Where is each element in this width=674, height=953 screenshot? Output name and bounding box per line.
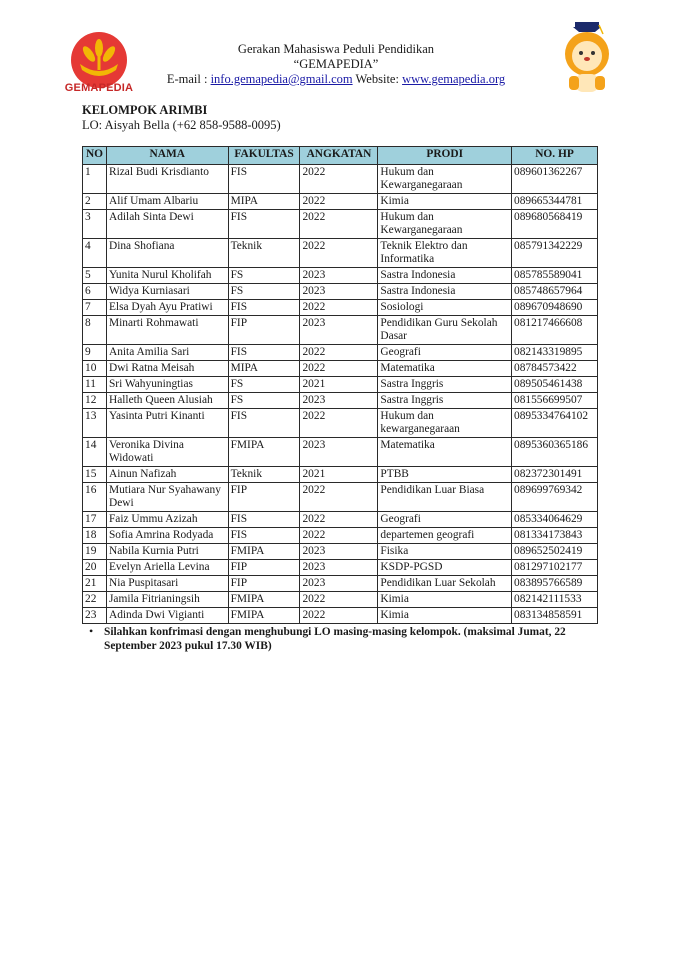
cell-fakultas: FIS xyxy=(228,165,300,194)
cell-no: 7 xyxy=(83,300,107,316)
cell-nama: Jamila Fitrianingsih xyxy=(106,592,228,608)
cell-prodi: Kimia xyxy=(378,194,512,210)
table-row xyxy=(83,345,598,361)
cell-angkatan: 2022 xyxy=(300,165,378,194)
header-angkatan: ANGKATAN xyxy=(300,147,378,165)
cell-prodi: Hukum dan Kewarganegaraan xyxy=(378,210,512,239)
cell-angkatan: 2022 xyxy=(300,345,378,361)
cell-prodi: Hukum dan Kewarganegaraan xyxy=(378,165,512,194)
cell-angkatan: 2023 xyxy=(300,544,378,560)
cell-no-hp: 089665344781 xyxy=(512,194,598,210)
table-row xyxy=(83,300,598,316)
cell-prodi: Sastra Inggris xyxy=(378,377,512,393)
cell-angkatan: 2023 xyxy=(300,268,378,284)
table-row xyxy=(83,409,598,438)
cell-nama: Evelyn Ariella Levina xyxy=(106,560,228,576)
cell-prodi: Hukum dan kewarganegaraan xyxy=(378,409,512,438)
cell-no: 15 xyxy=(83,467,107,483)
header-no: NO xyxy=(83,147,107,165)
table-row xyxy=(83,512,598,528)
cell-fakultas: FS xyxy=(228,268,300,284)
table-row xyxy=(83,560,598,576)
cell-no: 23 xyxy=(83,608,107,624)
cell-no-hp: 083134858591 xyxy=(512,608,598,624)
cell-no-hp: 0895360365186 xyxy=(512,438,598,467)
cell-no: 22 xyxy=(83,592,107,608)
table-row xyxy=(83,592,598,608)
table-row xyxy=(83,316,598,345)
cell-nama: Alif Umam Albariu xyxy=(106,194,228,210)
cell-nama: Elsa Dyah Ayu Pratiwi xyxy=(106,300,228,316)
cell-no: 16 xyxy=(83,483,107,512)
letterhead xyxy=(140,42,532,87)
cell-angkatan: 2023 xyxy=(300,560,378,576)
cell-nama: Dina Shofiana xyxy=(106,239,228,268)
cell-fakultas: FMIPA xyxy=(228,438,300,467)
table-row xyxy=(83,284,598,300)
group-title: KELOMPOK ARIMBI xyxy=(82,103,208,117)
cell-nama: Anita Amilia Sari xyxy=(106,345,228,361)
lion-mascot-icon xyxy=(555,20,619,96)
cell-no: 11 xyxy=(83,377,107,393)
header-nama: NAMA xyxy=(106,147,228,165)
cell-angkatan: 2021 xyxy=(300,467,378,483)
cell-no: 6 xyxy=(83,284,107,300)
table-row xyxy=(83,528,598,544)
cell-no-hp: 08784573422 xyxy=(512,361,598,377)
cell-fakultas: FMIPA xyxy=(228,592,300,608)
cell-no-hp: 081297102177 xyxy=(512,560,598,576)
cell-prodi: Sastra Inggris xyxy=(378,393,512,409)
table-row xyxy=(83,361,598,377)
cell-no: 10 xyxy=(83,361,107,377)
header-fakultas: FAKULTAS xyxy=(228,147,300,165)
cell-prodi: Geografi xyxy=(378,345,512,361)
cell-angkatan: 2022 xyxy=(300,409,378,438)
cell-nama: Yunita Nurul Kholifah xyxy=(106,268,228,284)
table-row xyxy=(83,377,598,393)
cell-fakultas: MIPA xyxy=(228,194,300,210)
cell-no-hp: 089670948690 xyxy=(512,300,598,316)
cell-nama: Mutiara Nur Syahawany Dewi xyxy=(106,483,228,512)
table-row xyxy=(83,576,598,592)
cell-fakultas: FIS xyxy=(228,300,300,316)
org-name: Gerakan Mahasiswa Peduli Pendidikan xyxy=(237,42,435,56)
cell-no-hp: 085334064629 xyxy=(512,512,598,528)
cell-prodi: Matematika xyxy=(378,361,512,377)
cell-fakultas: FS xyxy=(228,393,300,409)
cell-angkatan: 2022 xyxy=(300,608,378,624)
cell-angkatan: 2022 xyxy=(300,592,378,608)
cell-angkatan: 2023 xyxy=(300,316,378,345)
table-row xyxy=(83,210,598,239)
cell-nama: Sri Wahyuningtias xyxy=(106,377,228,393)
cell-no-hp: 082143319895 xyxy=(512,345,598,361)
cell-no: 21 xyxy=(83,576,107,592)
cell-prodi: PTBB xyxy=(378,467,512,483)
cell-no-hp: 085748657964 xyxy=(512,284,598,300)
cell-angkatan: 2022 xyxy=(300,528,378,544)
header-no-hp: NO. HP xyxy=(512,147,598,165)
cell-no-hp: 082142111533 xyxy=(512,592,598,608)
cell-prodi: Kimia xyxy=(378,592,512,608)
cell-angkatan: 2022 xyxy=(300,210,378,239)
cell-nama: Minarti Rohmawati xyxy=(106,316,228,345)
cell-no: 3 xyxy=(83,210,107,239)
cell-angkatan: 2022 xyxy=(300,483,378,512)
cell-fakultas: FS xyxy=(228,284,300,300)
cell-no-hp: 081217466608 xyxy=(512,316,598,345)
cell-no: 12 xyxy=(83,393,107,409)
cell-nama: Yasinta Putri Kinanti xyxy=(106,409,228,438)
cell-angkatan: 2022 xyxy=(300,361,378,377)
cell-no-hp: 089601362267 xyxy=(512,165,598,194)
liaison-officer: LO: Aisyah Bella (+62 858-9588-0095) xyxy=(82,118,281,132)
cell-nama: Veronika Divina Widowati xyxy=(106,438,228,467)
cell-no: 18 xyxy=(83,528,107,544)
cell-fakultas: FMIPA xyxy=(228,608,300,624)
table-row xyxy=(83,239,598,268)
cell-fakultas: FIP xyxy=(228,576,300,592)
cell-fakultas: FIS xyxy=(228,345,300,361)
cell-no-hp: 081334173843 xyxy=(512,528,598,544)
cell-angkatan: 2022 xyxy=(300,300,378,316)
cell-prodi: Fisika xyxy=(378,544,512,560)
cell-prodi: Pendidikan Luar Biasa xyxy=(378,483,512,512)
cell-prodi: Teknik Elektro dan Informatika xyxy=(378,239,512,268)
header-prodi: PRODI xyxy=(378,147,512,165)
confirmation-note: Silahkan konfrimasi dengan menghubungi LO masing-masing kelompok. (maksimal Jumat, 22 September 2023 pukul 17.30 WIB) xyxy=(104,626,566,652)
cell-no-hp: 085785589041 xyxy=(512,268,598,284)
table-row xyxy=(83,438,598,467)
cell-nama: Nabila Kurnia Putri xyxy=(106,544,228,560)
cell-angkatan: 2023 xyxy=(300,438,378,467)
cell-angkatan: 2021 xyxy=(300,377,378,393)
cell-fakultas: FIP xyxy=(228,316,300,345)
table-row xyxy=(83,467,598,483)
cell-fakultas: FIS xyxy=(228,409,300,438)
cell-nama: Sofia Amrina Rodyada xyxy=(106,528,228,544)
cell-no: 4 xyxy=(83,239,107,268)
cell-prodi: Geografi xyxy=(378,512,512,528)
cell-prodi: Pendidikan Guru Sekolah Dasar xyxy=(378,316,512,345)
cell-no-hp: 082372301491 xyxy=(512,467,598,483)
website-label: Website: xyxy=(352,72,403,86)
cell-fakultas: FMIPA xyxy=(228,544,300,560)
cell-nama: Ainun Nafizah xyxy=(106,467,228,483)
cell-fakultas: MIPA xyxy=(228,361,300,377)
cell-no-hp: 0895334764102 xyxy=(512,409,598,438)
table-row xyxy=(83,544,598,560)
cell-prodi: Kimia xyxy=(378,608,512,624)
cell-fakultas: FIP xyxy=(228,560,300,576)
cell-angkatan: 2023 xyxy=(300,393,378,409)
table-row xyxy=(83,483,598,512)
cell-no: 5 xyxy=(83,268,107,284)
table-row xyxy=(83,608,598,624)
cell-nama: Adilah Sinta Dewi xyxy=(106,210,228,239)
cell-fakultas: FS xyxy=(228,377,300,393)
cell-prodi: departemen geografi xyxy=(378,528,512,544)
note-bullet: • xyxy=(89,624,94,638)
cell-nama: Halleth Queen Alusiah xyxy=(106,393,228,409)
cell-no-hp: 089680568419 xyxy=(512,210,598,239)
cell-nama: Rizal Budi Krisdianto xyxy=(106,165,228,194)
logo-text: GEMAPEDIA xyxy=(64,82,134,94)
cell-fakultas: FIS xyxy=(228,512,300,528)
cell-no: 19 xyxy=(83,544,107,560)
cell-prodi: KSDP-PGSD xyxy=(378,560,512,576)
cell-no-hp: 085791342229 xyxy=(512,239,598,268)
cell-no: 14 xyxy=(83,438,107,467)
cell-angkatan: 2022 xyxy=(300,512,378,528)
cell-no-hp: 081556699507 xyxy=(512,393,598,409)
table-row xyxy=(83,393,598,409)
cell-no: 13 xyxy=(83,409,107,438)
cell-no: 1 xyxy=(83,165,107,194)
cell-prodi: Sosiologi xyxy=(378,300,512,316)
cell-angkatan: 2023 xyxy=(300,576,378,592)
cell-no: 17 xyxy=(83,512,107,528)
cell-no: 8 xyxy=(83,316,107,345)
table-row xyxy=(83,268,598,284)
cell-no-hp: 089505461438 xyxy=(512,377,598,393)
cell-nama: Adinda Dwi Vigianti xyxy=(106,608,228,624)
cell-fakultas: FIS xyxy=(228,210,300,239)
cell-prodi: Matematika xyxy=(378,438,512,467)
org-short-name: “GEMAPEDIA” xyxy=(293,57,379,71)
cell-nama: Widya Kurniasari xyxy=(106,284,228,300)
table-header-row xyxy=(83,147,598,165)
cell-no: 9 xyxy=(83,345,107,361)
table-body xyxy=(83,165,598,624)
cell-angkatan: 2022 xyxy=(300,194,378,210)
cell-prodi: Sastra Indonesia xyxy=(378,268,512,284)
cell-fakultas: FIS xyxy=(228,528,300,544)
email-link[interactable]: info.gemapedia@gmail.com xyxy=(210,72,353,86)
members-table xyxy=(82,146,598,624)
cell-no: 2 xyxy=(83,194,107,210)
cell-no: 20 xyxy=(83,560,107,576)
cell-prodi: Sastra Indonesia xyxy=(378,284,512,300)
cell-fakultas: FIP xyxy=(228,483,300,512)
cell-angkatan: 2022 xyxy=(300,239,378,268)
cell-angkatan: 2023 xyxy=(300,284,378,300)
cell-nama: Faiz Ummu Azizah xyxy=(106,512,228,528)
cell-fakultas: Teknik xyxy=(228,239,300,268)
email-label: E-mail : xyxy=(166,72,211,86)
cell-nama: Dwi Ratna Meisah xyxy=(106,361,228,377)
cell-no-hp: 089652502419 xyxy=(512,544,598,560)
contact-line xyxy=(140,72,532,87)
cell-nama: Nia Puspitasari xyxy=(106,576,228,592)
cell-no-hp: 083895766589 xyxy=(512,576,598,592)
cell-fakultas: Teknik xyxy=(228,467,300,483)
website-link[interactable]: www.gemapedia.org xyxy=(402,72,506,86)
table-row xyxy=(83,165,598,194)
cell-no-hp: 089699769342 xyxy=(512,483,598,512)
cell-prodi: Pendidikan Luar Sekolah xyxy=(378,576,512,592)
table-row xyxy=(83,194,598,210)
